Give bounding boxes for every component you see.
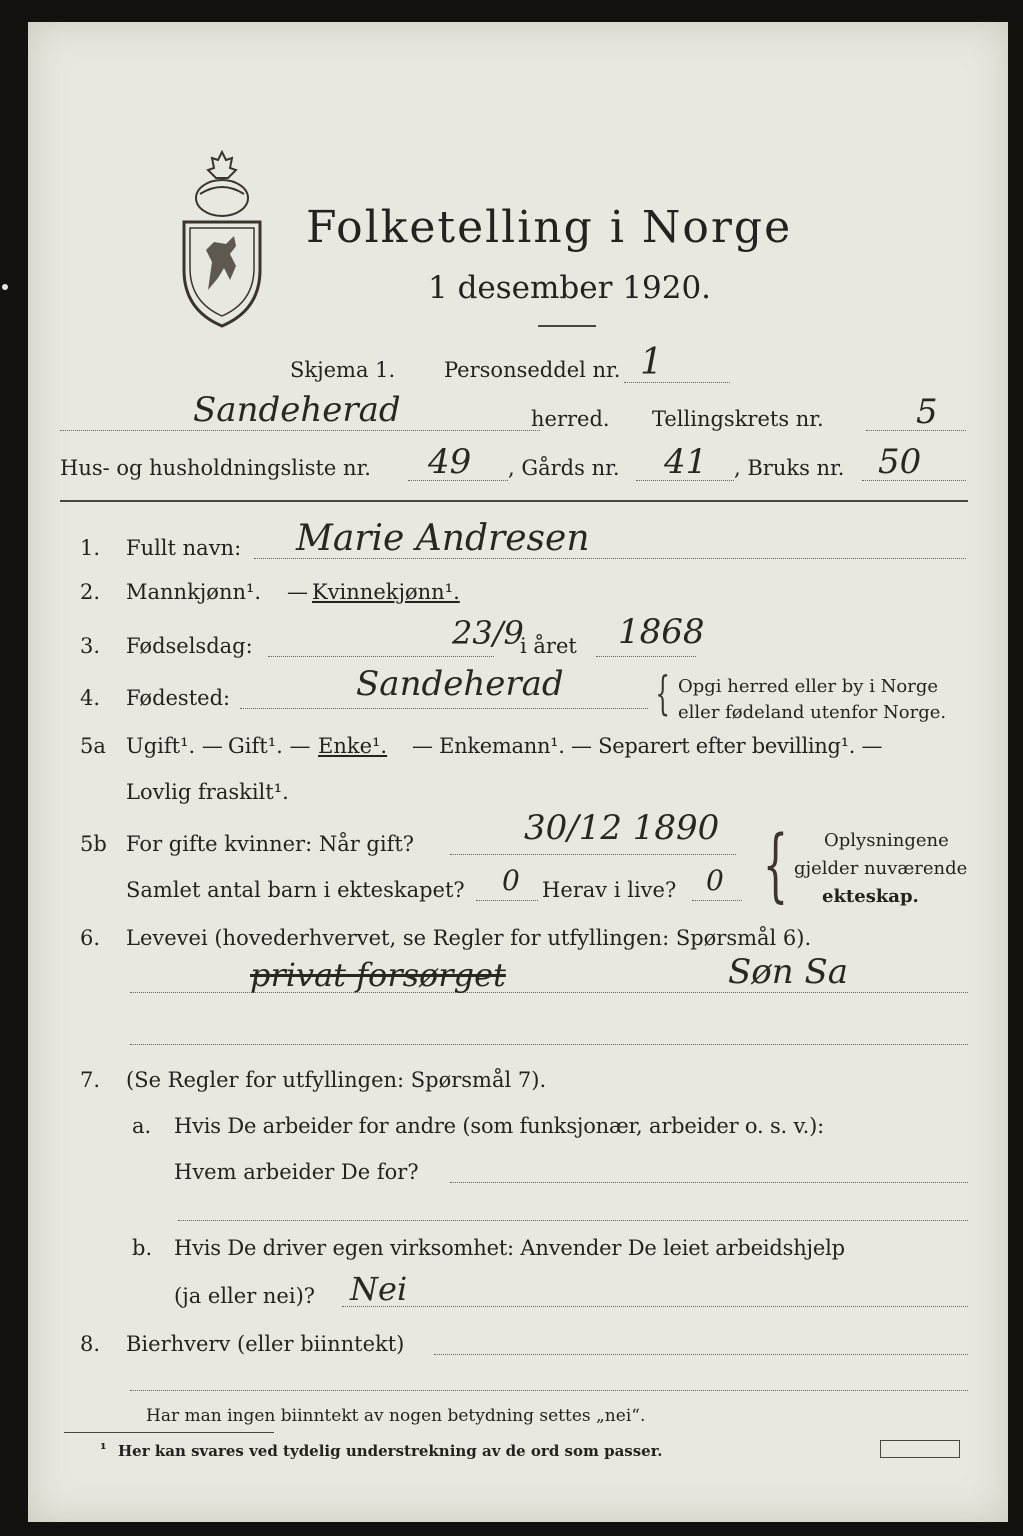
q7a-sub: Hvem arbeider De for? bbox=[174, 1160, 419, 1184]
q2-separator: — bbox=[287, 580, 308, 604]
footnote-mark: ¹ bbox=[100, 1440, 107, 1458]
q3-day-value: 23/9 bbox=[452, 614, 524, 652]
q4-brace: { bbox=[655, 666, 670, 720]
footnote-text: Her kan svares ved tydelig understrekning av de ord som passer. bbox=[118, 1442, 663, 1460]
gards-value: 41 bbox=[664, 442, 708, 482]
q5b-note-line3: ekteskap. bbox=[822, 886, 919, 907]
q7-label: (Se Regler for utfyllingen: Spørsmål 7). bbox=[126, 1068, 547, 1092]
q3-mid-label: i året bbox=[520, 634, 577, 658]
punch-hole-mark bbox=[2, 284, 8, 290]
census-form bbox=[28, 22, 1008, 1522]
q7-number: 7. bbox=[80, 1068, 101, 1092]
q6-number: 6. bbox=[80, 926, 101, 950]
q7b-value: Nei bbox=[350, 1270, 408, 1308]
personseddel-value: 1 bbox=[640, 342, 663, 383]
bruks-label: , Bruks nr. bbox=[734, 456, 845, 480]
q5a-gift: Gift¹. — bbox=[228, 734, 311, 758]
q4-number: 4. bbox=[80, 686, 101, 710]
tellingskrets-label: Tellingskrets nr. bbox=[652, 407, 824, 431]
q5b-line bbox=[450, 854, 736, 855]
q6-line2 bbox=[130, 1044, 968, 1045]
coat-of-arms-icon bbox=[178, 150, 266, 330]
q5b-barn-label: Samlet antal barn i ekteskapet? bbox=[126, 878, 465, 902]
footer-note: Har man ingen biinntekt av nogen betydning settes „nei“. bbox=[146, 1406, 646, 1426]
q4-note-line1: Opgi herred eller by i Norge bbox=[678, 676, 939, 697]
herred-line bbox=[60, 430, 540, 431]
q7b-label: Hvis De driver egen virksomhet: Anvender De leiet arbeidshjelp bbox=[174, 1236, 845, 1260]
footnote-divider bbox=[64, 1432, 274, 1433]
q3-number: 3. bbox=[80, 634, 101, 658]
hus-label: Hus- og husholdningsliste nr. bbox=[60, 456, 371, 480]
personseddel-label: Personseddel nr. bbox=[444, 358, 621, 382]
q5b-barn-line bbox=[476, 900, 538, 901]
printer-stamp bbox=[880, 1440, 960, 1458]
q5b-live-line bbox=[692, 900, 742, 901]
q5a-ugift: Ugift¹. — bbox=[126, 734, 223, 758]
q4-line bbox=[240, 708, 648, 709]
q5b-value: 30/12 1890 bbox=[524, 808, 720, 848]
q2-female: Kvinnekjønn¹. bbox=[312, 580, 460, 604]
q5b-live-label: Herav i live? bbox=[542, 878, 677, 902]
q5b-note-line2: gjelder nuværende bbox=[794, 858, 968, 879]
q7b-sub: (ja eller nei)? bbox=[174, 1284, 316, 1308]
herred-value: Sandeherad bbox=[193, 390, 401, 430]
skjema-label: Skjema 1. bbox=[290, 358, 396, 382]
q7a-label: Hvis De arbeider for andre (som funksjonær, arbeider o. s. v.): bbox=[174, 1114, 824, 1138]
q4-label: Fødested: bbox=[126, 686, 231, 710]
q3-label: Fødselsdag: bbox=[126, 634, 253, 658]
q7a-line1 bbox=[450, 1182, 968, 1183]
q7b-line bbox=[342, 1306, 968, 1307]
q5b-number: 5b bbox=[80, 832, 107, 856]
q5b-brace: { bbox=[762, 818, 789, 911]
q4-value: Sandeherad bbox=[356, 664, 564, 704]
q8-line2 bbox=[130, 1390, 968, 1391]
q8-label: Bierhverv (eller biinntekt) bbox=[126, 1332, 405, 1356]
form-title: Folketelling i Norge bbox=[306, 202, 793, 253]
q5b-barn-value: 0 bbox=[502, 864, 520, 897]
title-divider bbox=[538, 325, 596, 327]
q5b-note-line1: Oplysningene bbox=[824, 830, 949, 851]
q8-number: 8. bbox=[80, 1332, 101, 1356]
q5a-enke: Enke¹. bbox=[318, 734, 388, 758]
q5b-live-value: 0 bbox=[706, 864, 724, 897]
tellingskrets-value: 5 bbox=[916, 392, 938, 432]
form-date: 1 desember 1920. bbox=[428, 270, 712, 306]
q3-year-value: 1868 bbox=[618, 612, 705, 652]
q5b-label: For gifte kvinner: Når gift? bbox=[126, 832, 415, 856]
q7a-letter: a. bbox=[132, 1114, 152, 1138]
q5a-line2: Lovlig fraskilt¹. bbox=[126, 780, 289, 804]
q4-note-line2: eller fødeland utenfor Norge. bbox=[678, 702, 947, 723]
q1-value: Marie Andresen bbox=[296, 518, 590, 559]
q1-label: Fullt navn: bbox=[126, 536, 242, 560]
q8-line1 bbox=[434, 1354, 968, 1355]
bruks-value: 50 bbox=[878, 442, 922, 482]
q6-value-struck: privat forsørget bbox=[250, 956, 506, 994]
q7b-letter: b. bbox=[132, 1236, 153, 1260]
q5a-rest: — Enkemann¹. — Separert efter bevilling¹. — bbox=[412, 734, 883, 758]
herred-label: herred. bbox=[531, 407, 610, 431]
q6-label: Levevei (hovederhvervet, se Regler for utfyllingen: Spørsmål 6). bbox=[126, 926, 812, 950]
q5a-number: 5a bbox=[80, 734, 106, 758]
q3-year-line bbox=[596, 656, 696, 657]
header-divider bbox=[60, 500, 968, 502]
q6-value: Søn Sa bbox=[728, 952, 849, 992]
q2-male: Mannkjønn¹. bbox=[126, 580, 262, 604]
q1-number: 1. bbox=[80, 536, 101, 560]
q7a-line2 bbox=[178, 1220, 968, 1221]
q3-day-line bbox=[268, 656, 494, 657]
gards-label: , Gårds nr. bbox=[508, 456, 620, 480]
hus-value: 49 bbox=[428, 442, 472, 482]
q2-number: 2. bbox=[80, 580, 101, 604]
